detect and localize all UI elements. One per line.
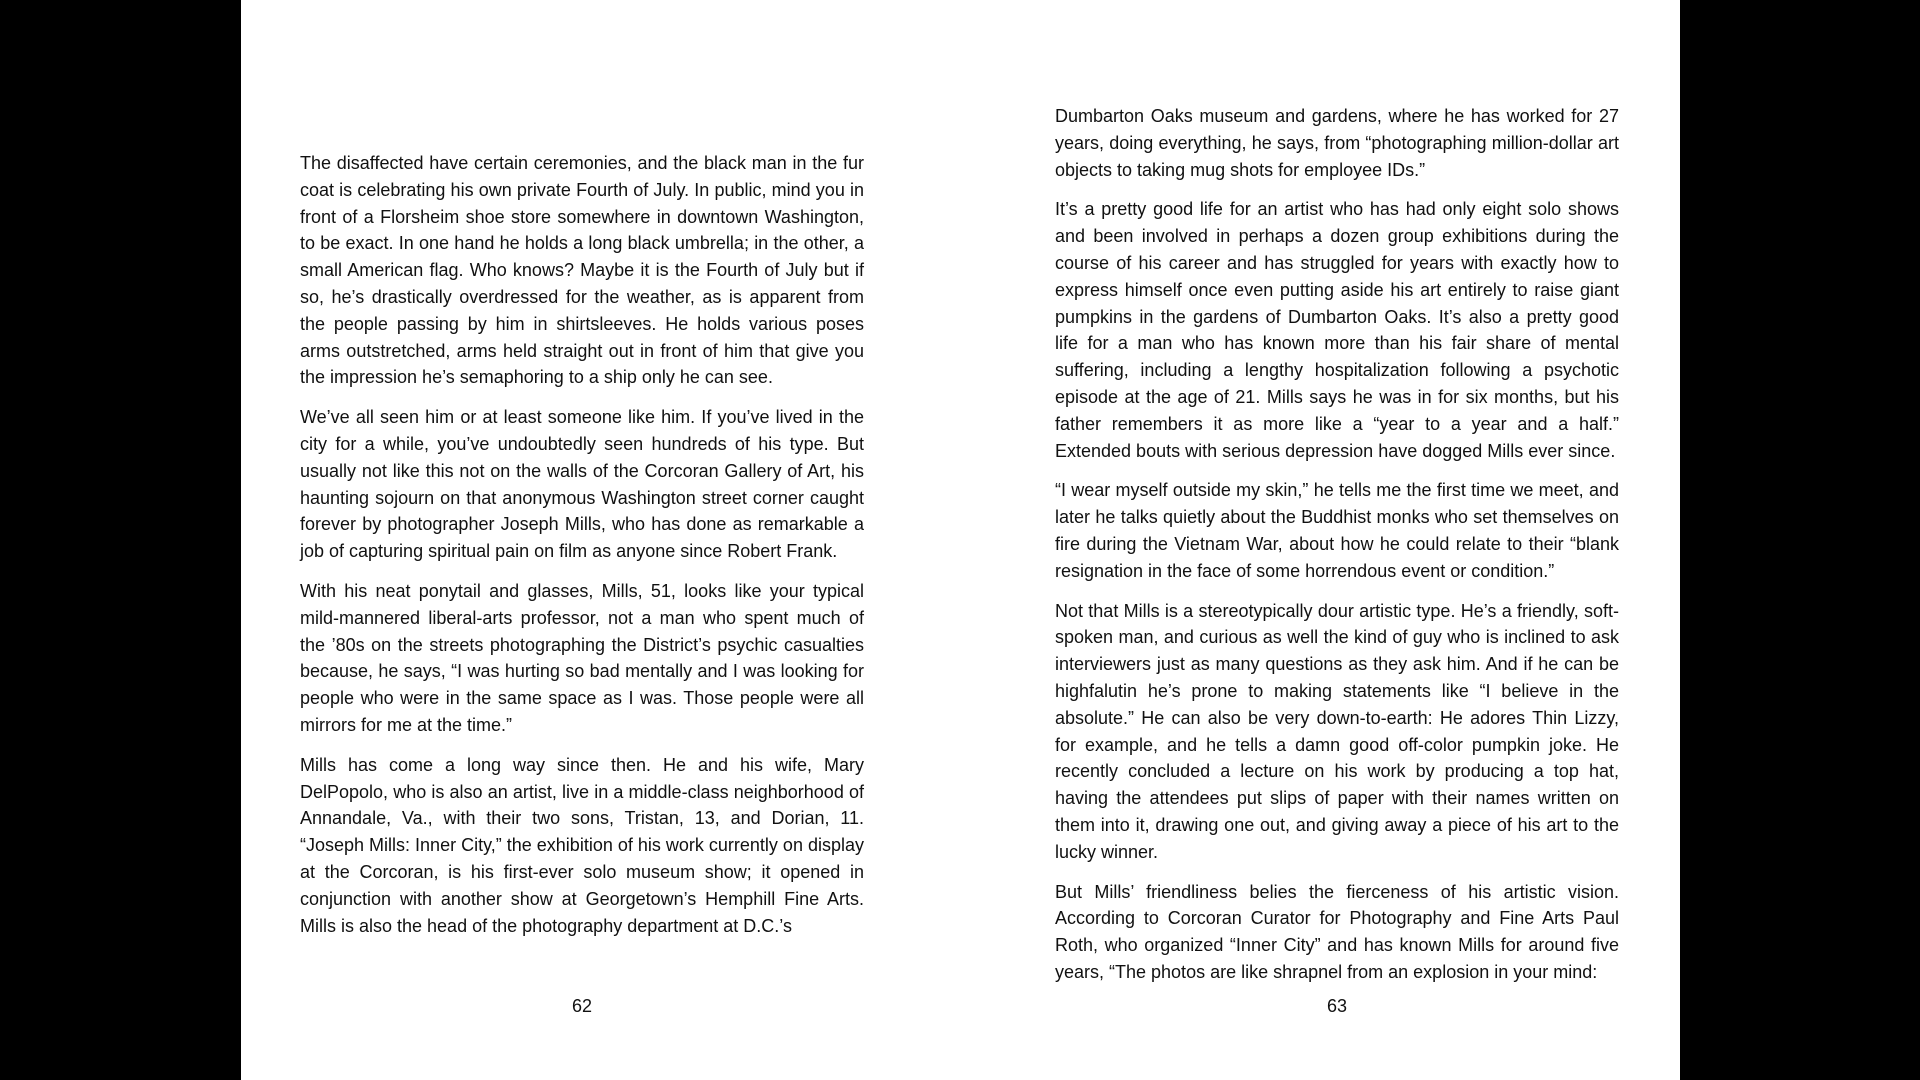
paragraph: With his neat ponytail and glasses, Mills, 51, looks like your typical mild-mannered liberal-arts professor, not a man who spent much of the ’80s on the streets photographing the District’s psychic casualties because, he says, “I was hurting so bad mentally and I was looking for people who were in the same space as I was. Those people were all mirrors for me at the time.”	[300, 580, 864, 735]
page-number-right: 63	[1326, 996, 1348, 1016]
paragraph: We’ve all seen him or at least someone like him. If you’ve lived in the city for a while, you’ve undoubtedly seen hundreds of his type. But usually not like this not on the walls of the Corcoran Gallery of Art, his haunting sojourn on that anonymous Washington street corner caught forever by photographer Joseph Mills, who has done as remarkable a job of capturing spiritual pain on film as anyone since Robert Frank.	[300, 407, 864, 562]
paragraph: Not that Mills is a stereotypically dour artistic type. He’s a friendly, soft-spoken man, and curious as well the kind of guy who is inclined to ask interviewers just as many questions as they ask him. And if he can be highfalutin he’s prone to making statements like “I believe in the absolute.” He can also be very down-to-earth: He adores Thin Lizzy, for example, and he tells a damn good off-color pumpkin joke. He recently concluded a lecture on his work by producing a top hat, having the attendees put slips of paper with their names written on them into it, drawing one out, and giving away a piece of his art to the lucky winner.	[1055, 600, 1619, 862]
paragraph: The disaffected have certain ceremonies, and the black man in the fur coat is celebrating his own private Fourth of July. In public, mind you in front of a Florsheim shoe store somewhere in downtown Washington, to be exact. In one hand he holds a long black umbrella; in the other, a small American flag. Who knows? Maybe it is the Fourth of July but if so, he’s drastically overdressed for the weather, as is apparent from the people passing by him in shirtsleeves. He holds various poses arms outstretched, arms held straight out in front of him that give you the impression he’s semaphoring to a ship only he can see.	[300, 153, 864, 388]
page-number-left: 62	[571, 996, 593, 1016]
book-spread[interactable]	[241, 0, 1680, 1080]
right-page-text	[1055, 103, 1619, 999]
paragraph: It’s a pretty good life for an artist who has had only eight solo shows and been involved in perhaps a dozen group exhibitions during the course of his career and has struggled for years with exactly how to express himself once even putting aside his art entirely to raise giant pumpkins in the gardens of Dumbarton Oaks. It’s also a pretty good life for a man who has known more than his fair share of mental suffering, including a lengthy hospitalization following a psychotic episode at the age of 21. Mills says he was in for six months, but his father remembers it as more like a “year to a year and a half.” Extended bouts with serious depression have dogged Mills ever since.	[1055, 199, 1619, 461]
paragraph: “I wear myself outside my skin,” he tells me the first time we meet, and later he talks quietly about the Buddhist monks who set themselves on fire during the Vietnam War, about how he could relate to their “blank resignation in the face of some horrendous event or condition.”	[1055, 480, 1619, 581]
paragraph: Mills has come a long way since then. He and his wife, Mary DelPopolo, who is also an artist, live in a middle-class neighborhood of Annandale, Va., with their two sons, Tristan, 13, and Dorian, 11. “Joseph Mills: Inner City,” the exhibition of his work currently on display at the Corcoran, is his first-ever solo museum show; it opened in conjunction with another show at Georgetown’s Hemphill Fine Arts. Mills is also the head of the photography department at D.C.’s	[300, 754, 864, 936]
paragraph: But Mills’ friendliness belies the fierceness of his artistic vision. According to Corcoran Curator for Photography and Fine Arts Paul Roth, who organized “Inner City” and has known Mills for around five years, “The photos are like shrapnel from an explosion in your mind:	[1055, 881, 1619, 982]
left-page-text	[300, 150, 864, 952]
paragraph: Dumbarton Oaks museum and gardens, where he has worked for 27 years, doing everything, he says, from “photographing million-dollar art objects to taking mug shots for employee IDs.”	[1055, 106, 1619, 180]
